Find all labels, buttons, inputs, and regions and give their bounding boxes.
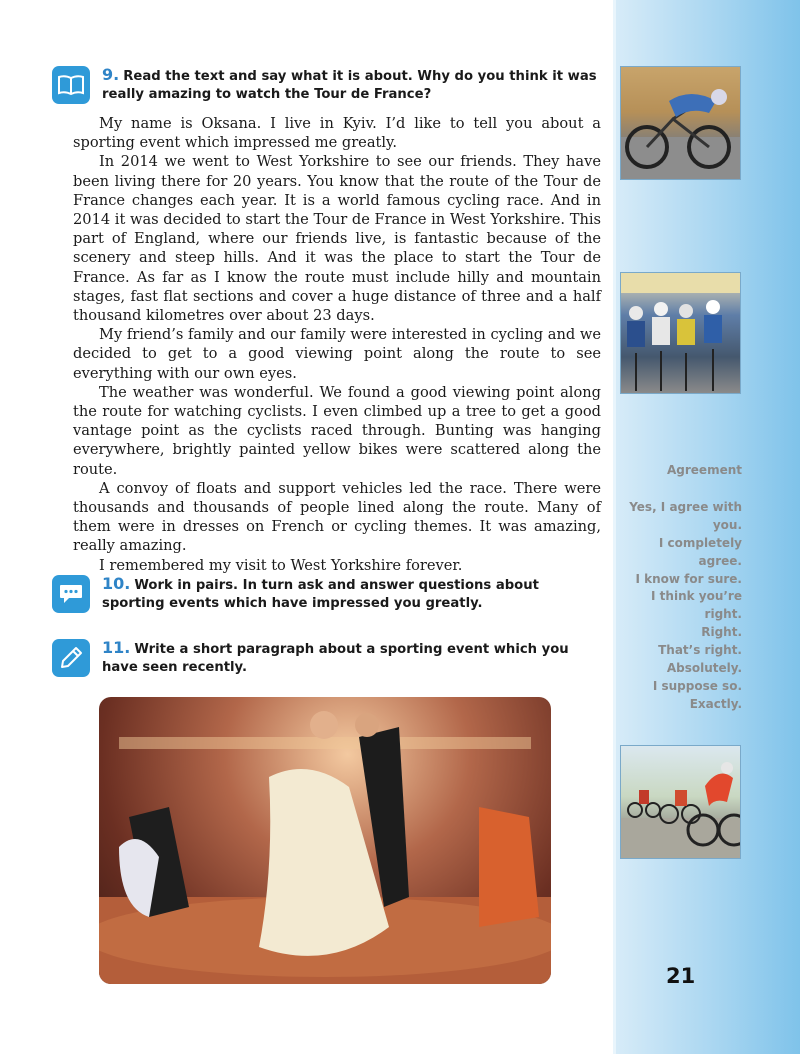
exercise-9-instruction: 9. Read the text and say what it is about. Why do you think it was really amazing to watch the Tour de France?: [102, 65, 597, 102]
paragraph: My name is Oksana. I live in Kyiv. I’d like to tell you about a sporting event which impressed me greatly.: [73, 115, 601, 152]
ballroom-dance-photo: [99, 697, 551, 984]
peloton-photo: [620, 272, 741, 394]
reading-text: [73, 114, 601, 575]
phrase: Absolutely.: [666, 661, 742, 676]
phrase: I think you’re right.: [651, 589, 742, 622]
paragraph: The weather was wonderful. We found a good viewing point along the route for watching cyclists. I even climbed up a tree to get a good vantage point as the cyclists raced through. Bunting was hanging everywhere, brightly painted yellow bikes were scattered along the route.: [73, 383, 601, 478]
book-icon: [52, 66, 90, 104]
phrase: I completely agree.: [658, 535, 742, 568]
cyclist-photo: [620, 66, 741, 180]
paragraph: In 2014 we went to West Yorkshire to see our friends. They have been living there for 20 years. You know that the route of the Tour de France changes each year. It is a world famous cycling race. And in 2014 it was decided to start the Tour de France in West Yorkshire. This part of England, where our friends live, is fantastic because of the scenery and steep hills. And it was the place to start the Tour de France. As far as I know the route must include hilly and mountain stages, fast flat sections and cover a huge distance of three and a half thousand kilometres over about 23 days.: [73, 153, 601, 325]
exercise-number: 11.: [102, 638, 131, 657]
phrase: Yes, I agree with you.: [629, 499, 742, 532]
phrase: I suppose so.: [652, 678, 742, 693]
paragraph: I remembered my visit to West Yorkshire forever.: [99, 556, 463, 574]
pen-icon: [52, 639, 90, 677]
exercise-number: 9.: [102, 65, 120, 84]
agreement-title: Agreement: [667, 463, 742, 477]
phrase: Right.: [701, 625, 742, 640]
exercise-11-instruction: 11. Write a short paragraph about a sporting event which you have seen recently.: [102, 638, 569, 675]
paragraph: A convoy of floats and support vehicles led the race. There were thousands and thousands of people lined along the route. Many of them were in dresses on French or cycling themes. It was amazing, really amazing.: [73, 479, 601, 555]
exercise-10-instruction: 10. Work in pairs. In turn ask and answer questions about sporting events which have impressed you greatly.: [102, 574, 539, 611]
phrase: That’s right.: [658, 643, 742, 658]
speech-bubble-icon: [52, 575, 90, 613]
phrase: Exactly.: [689, 696, 742, 711]
page-number: 21: [666, 964, 696, 988]
phrase: I know for sure.: [635, 571, 742, 586]
exercise-number: 10.: [102, 574, 131, 593]
agreement-phrases: [620, 462, 742, 714]
paragraph: My friend’s family and our family were interested in cycling and we decided to get to a good viewing point along the route to see everything with our own eyes.: [73, 326, 601, 382]
cyclists-road-photo: [620, 745, 741, 859]
